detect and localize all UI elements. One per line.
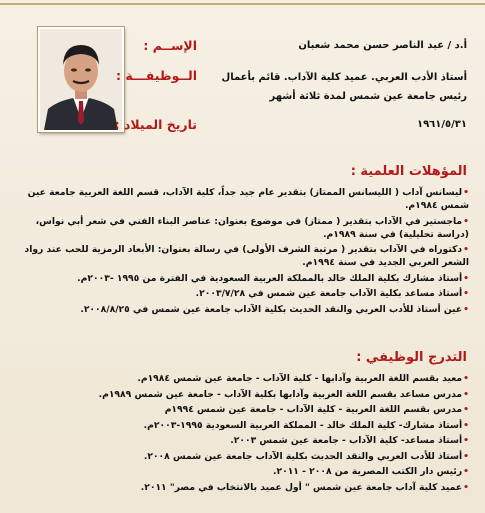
- list-item: •أستاذ للأدب العربي والنقد الحديث بكلية الآداب جامعة عين شمس ٢٠٠٨.: [143, 450, 469, 462]
- list-item: •أستاذ مساعد- كلية الآداب - جامعة عين شمس ٢٠٠٣.: [230, 435, 469, 446]
- bullet: •: [463, 373, 469, 384]
- birth-row: [114, 117, 467, 132]
- list-item: •مدرس مساعد بقسم اللغة العربية وآدابها بكلية الآداب - جامعة عين شمس ١٩٨٩م.: [98, 388, 469, 400]
- top-divider: [0, 3, 485, 5]
- portrait-photo: [38, 27, 124, 132]
- list-item: •دكتوراه في الآداب بتقدير ( مرتبة الشرف الأولى) في رسالة بعنوان: الأبعاد الرمزية للحب عند رواد الشعر العربي الجديد في سنة ١٩٩٤م.: [24, 244, 469, 268]
- list-item: •عين أستاذ للأدب العربي والنقد الحديث بكلية الآداب جامعة عين شمس في ٢٠٠٨/٨/٢٥.: [80, 303, 469, 315]
- name-value: أ.د / عبد الناصر حسن محمد شعبان: [298, 40, 467, 51]
- list-item: •أستاذ مساعد بكلية الآداب جامعة عين شمس في ٢٠٠٣/٧/٢٨.: [195, 288, 469, 299]
- bullet: •: [463, 481, 469, 493]
- list-item: •أستاذ مشارك بكلية الملك خالد بالمملكة العربية السعودية في الفترة من ١٩٩٥ -٢٠٠٣م.: [77, 272, 469, 284]
- career-list: [13, 372, 469, 496]
- bullet: •: [463, 272, 469, 284]
- bullet: •: [463, 187, 469, 198]
- bullet: •: [463, 435, 469, 446]
- bullet: •: [463, 404, 469, 415]
- birth-label: تاريخ الميلاد :: [114, 117, 197, 132]
- bullet: •: [463, 466, 469, 477]
- job-value: أستاذ الأدب العربي. عميد كلية الآداب. قائم بأعمال رئيس جامعة عين شمس لمدة ثلاثة أشهر: [221, 72, 467, 102]
- bullet: •: [463, 388, 469, 400]
- qualifications-title: المؤهلات العلمية :: [350, 164, 467, 179]
- list-item: •ماجستير في الآداب بتقدير ( ممتاز) في موضوع بعنوان: عناصر البناء الفني في شعر أبي نواس، (دراسة تحليلية) في سنة ١٩٨٩م.: [35, 215, 469, 240]
- bullet: •: [463, 450, 469, 462]
- bullet: •: [463, 419, 469, 431]
- birth-value: ١٩٦١/٥/٣١: [416, 119, 467, 130]
- career-title: التدرج الوظيفي :: [356, 350, 467, 365]
- list-item: •ليسانس آداب ( الليسانس الممتاز) بتقدير عام جيد جداً، كلية الآداب، قسم اللغة العربية جامعة عين شمس ١٩٨٤م.: [27, 187, 469, 211]
- bullet: •: [463, 303, 469, 315]
- list-item: •رئيس دار الكتب المصرية من ٢٠٠٨ - ٢٠١١.: [272, 466, 469, 477]
- list-item: •مدرس بقسم اللغة العربية - كلية الآداب - جامعة عين شمس ١٩٩٤م: [164, 404, 469, 415]
- list-item: •معيد بقسم اللغة العربية وآدابها - كلية الآداب - جامعة عين شمس ١٩٨٤م.: [137, 373, 469, 384]
- job-row: [116, 68, 467, 106]
- name-label: الإســم :: [143, 38, 197, 53]
- bullet: •: [463, 215, 469, 227]
- job-label: الــوظيفـــة :: [116, 68, 197, 83]
- qualifications-list: [13, 186, 469, 318]
- name-row: [122, 38, 467, 53]
- list-item: •عميد كلية آداب جامعة عين شمس " أول عميد بالانتخاب في مصر" ٢٠١١.: [140, 481, 469, 493]
- bullet: •: [463, 244, 469, 255]
- list-item: •أستاذ مشارك- كلية الملك خالد - المملكة العربية السعودية ١٩٩٥-٢٠٠٣م.: [143, 419, 469, 431]
- bullet: •: [463, 288, 469, 299]
